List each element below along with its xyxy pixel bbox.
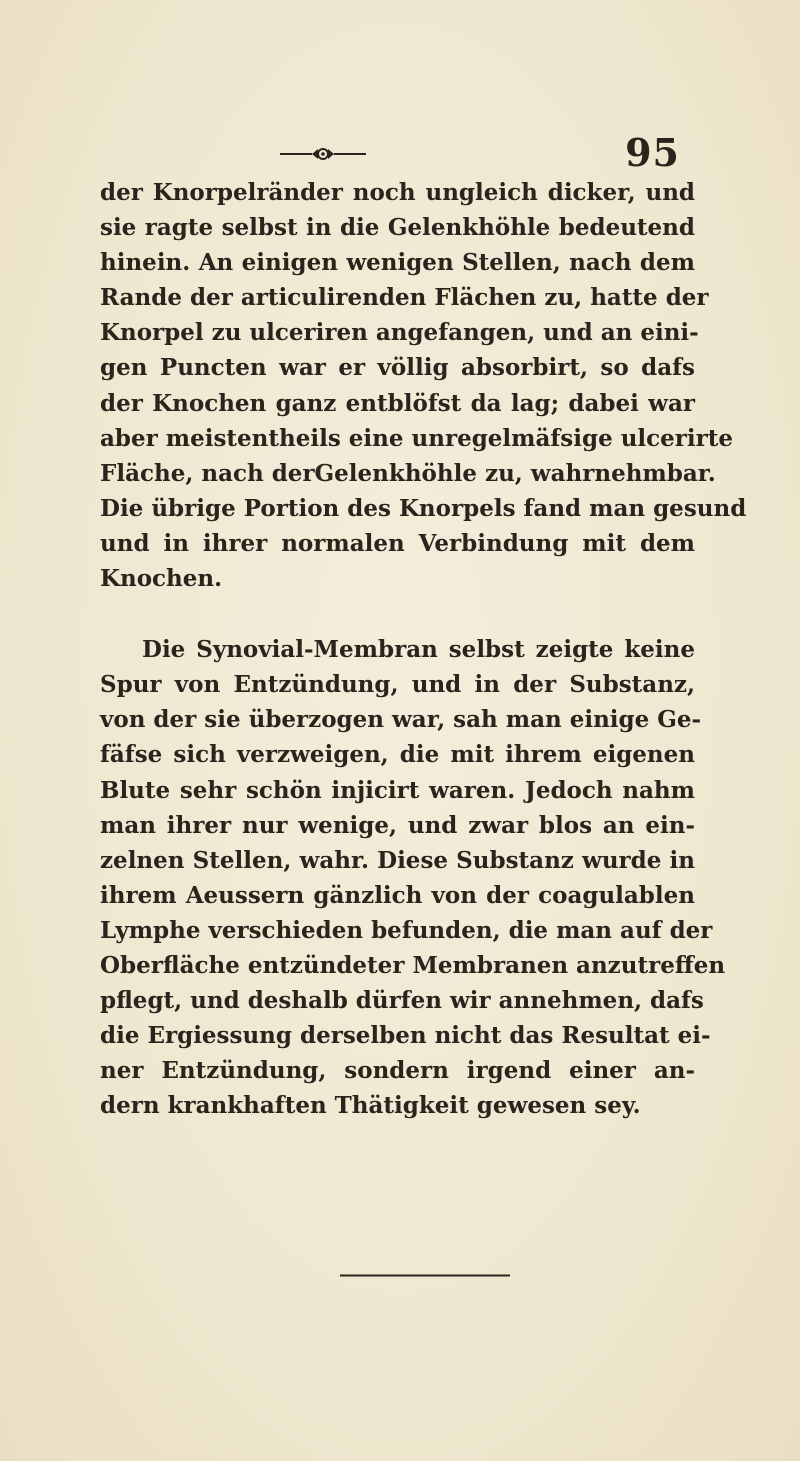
text-line: pflegt, und deshalb dürfen wir annehmen, dafs bbox=[100, 987, 704, 1015]
text-line: gen Puncten war er völlig absorbirt, so dafs bbox=[100, 354, 695, 382]
text-line: und in ihrer normalen Verbindung mit dem bbox=[100, 529, 695, 557]
closing-rule bbox=[340, 1274, 510, 1277]
paragraph-1 bbox=[100, 175, 747, 596]
text-line: Lymphe verschieden befunden, die man auf der bbox=[100, 916, 713, 944]
text-line: Knochen. bbox=[100, 565, 223, 593]
text-line: von der sie überzogen war, sah man einige Ge- bbox=[100, 706, 702, 734]
text-line: Rande der articulirenden Flächen zu, hatte der bbox=[100, 284, 709, 312]
text-line: ihrem Aeussern gänzlich von der coagulablen bbox=[100, 881, 695, 909]
paragraph-2 bbox=[100, 632, 726, 1123]
text-line: Knorpel zu ulceriren angefangen, und an eini- bbox=[100, 319, 699, 347]
ornament-icon bbox=[278, 144, 368, 164]
text-line: der Knorpelränder noch ungleich dicker, und bbox=[100, 179, 695, 206]
text-line: dern krankhaften Thätigkeit gewesen sey. bbox=[100, 1092, 641, 1120]
paragraph-spacer bbox=[100, 596, 695, 632]
text-line: ner Entzündung, sondern irgend einer an- bbox=[100, 1057, 695, 1085]
text-line: hinein. An einigen wenigen Stellen, nach dem bbox=[100, 249, 695, 277]
text-line: die Ergiessung derselben nicht das Resultat ei- bbox=[100, 1022, 711, 1050]
page-number: 95 bbox=[625, 130, 680, 175]
text-line: Die übrige Portion des Knorpels fand man gesund bbox=[100, 494, 747, 522]
text-line: fäfse sich verzweigen, die mit ihrem eigenen bbox=[100, 741, 695, 769]
text-line: sie ragte selbst in die Gelenkhöhle bedeutend bbox=[100, 214, 695, 242]
text-line: Blute sehr schön injicirt waren. Jedoch nahm bbox=[100, 776, 695, 804]
text-line: Oberfläche entzündeter Membranen anzutreffen bbox=[100, 951, 726, 979]
text-line: man ihrer nur wenige, und zwar blos an ein- bbox=[100, 811, 695, 839]
text-line: Die Synovial-Membran selbst zeigte keine bbox=[142, 636, 695, 664]
text-line: der Knochen ganz entblöfst da lag; dabei war bbox=[100, 389, 695, 417]
body-text bbox=[100, 175, 747, 1123]
text-line: Fläche, nach derGelenkhöhle zu, wahrnehmbar. bbox=[100, 459, 716, 487]
text-line: aber meistentheils eine unregelmäfsige ulcerirte bbox=[100, 424, 734, 452]
text-line: Spur von Entzündung, und in der Substanz, bbox=[100, 671, 695, 699]
text-line: zelnen Stellen, wahr. Diese Substanz wurde in bbox=[100, 846, 695, 874]
